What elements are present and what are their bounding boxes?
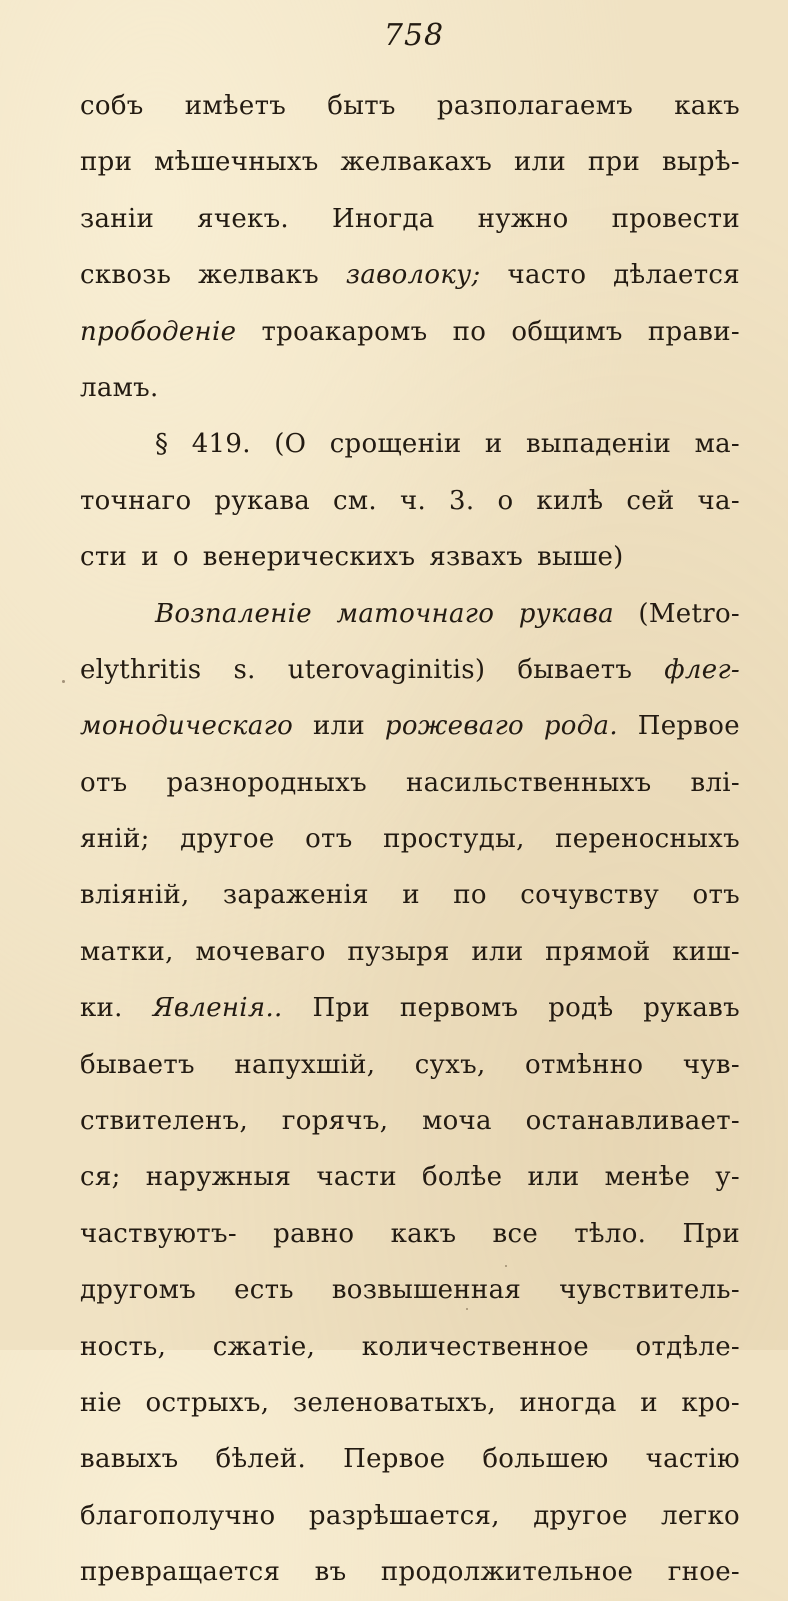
word: ки.	[80, 993, 123, 1024]
text-line	[80, 1375, 740, 1431]
text-line	[80, 811, 740, 867]
word: острыхъ,	[145, 1387, 270, 1418]
word: ча-	[697, 485, 740, 516]
text-line	[80, 1093, 740, 1149]
word: есть	[234, 1275, 294, 1306]
italic-word: маточнаго	[336, 598, 495, 629]
word: или	[513, 147, 567, 178]
italic-word: рода.	[543, 711, 618, 742]
word: при	[587, 147, 641, 178]
word: бываетъ	[517, 654, 633, 685]
text-line	[80, 473, 740, 529]
word: При	[682, 1218, 740, 1249]
word: провести	[611, 203, 740, 234]
word: мѣшечныхъ	[154, 147, 319, 178]
text-line	[80, 416, 740, 472]
italic-word: рукава	[518, 598, 614, 629]
word: другое	[533, 1500, 628, 1531]
word: наружныя	[145, 1162, 292, 1193]
word: килѣ	[536, 485, 604, 516]
text-line	[80, 1262, 740, 1318]
word: возвышенная	[331, 1275, 522, 1306]
word: чувствитель-	[559, 1275, 740, 1306]
word: точнаго	[80, 485, 192, 516]
word: разнородныхъ	[166, 767, 367, 798]
word: превращается	[80, 1557, 281, 1588]
word: Первое	[637, 711, 740, 742]
word: отмѣнно	[525, 1049, 644, 1080]
text-line	[80, 1037, 740, 1093]
word: кро-	[681, 1387, 740, 1418]
word: пузыря	[347, 936, 450, 967]
word: желвакъ	[198, 260, 319, 291]
word: разрѣшается,	[308, 1500, 500, 1531]
word: вырѣ-	[661, 147, 740, 178]
word: желвакахъ	[340, 147, 493, 178]
word: общимъ	[511, 316, 623, 347]
text-line	[80, 1149, 740, 1205]
word: троакаромъ	[261, 316, 428, 347]
word: зеленоватыхъ,	[292, 1387, 496, 1418]
italic-word: флег-	[664, 654, 740, 685]
italic-word: Явленія..	[152, 993, 283, 1024]
word: яній;	[80, 824, 150, 855]
word: или	[312, 711, 366, 742]
word: вліяній,	[80, 880, 190, 911]
text-line	[80, 360, 740, 416]
word: родѣ	[548, 993, 614, 1024]
word: сжатіе,	[212, 1331, 316, 1362]
italic-word: заволоку;	[345, 260, 481, 291]
word: другомъ	[80, 1275, 197, 1306]
word: венерическихъ	[202, 542, 416, 573]
word: отдѣле-	[635, 1331, 740, 1362]
word: прямой	[545, 936, 651, 967]
word: гное-	[667, 1557, 740, 1588]
word: разполагаемъ	[436, 91, 634, 121]
word: простуды,	[383, 824, 525, 855]
word: Первое	[343, 1444, 446, 1475]
text-line	[80, 586, 740, 642]
word: и	[484, 429, 503, 460]
word: прави-	[647, 316, 740, 347]
word: частвуютъ-	[80, 1218, 237, 1249]
word: выпаденіи	[525, 429, 672, 460]
word: ламъ.	[80, 372, 159, 403]
text-line	[80, 755, 740, 811]
word: сочувству	[520, 880, 660, 911]
text-line	[80, 980, 740, 1036]
body-text	[80, 78, 740, 1601]
text-line	[80, 1488, 740, 1544]
word: или	[527, 1162, 580, 1193]
word: продолжительное	[380, 1557, 634, 1588]
word: (О	[274, 429, 307, 460]
word: другое	[180, 824, 275, 855]
text-line	[80, 304, 740, 360]
word: по	[452, 316, 487, 347]
word: сей	[626, 485, 675, 516]
text-line	[80, 698, 740, 754]
text-line	[80, 1206, 740, 1262]
word: равно	[273, 1218, 355, 1249]
word: рукавъ	[643, 993, 740, 1024]
word: часто	[507, 260, 587, 291]
text-line	[80, 191, 740, 247]
word: первомъ	[399, 993, 519, 1024]
text-line	[80, 134, 740, 190]
word: ніе	[80, 1387, 122, 1418]
word: elythritis	[80, 654, 202, 685]
word: какъ	[390, 1218, 457, 1249]
word: s.	[233, 654, 256, 685]
word: ствителенъ,	[80, 1106, 249, 1137]
word: сквозь	[80, 260, 172, 291]
word: §	[155, 429, 169, 460]
word: ность,	[80, 1331, 167, 1362]
word: ма-	[694, 429, 740, 460]
word: большею	[482, 1444, 609, 1475]
text-line	[80, 642, 740, 698]
word: напухшій,	[234, 1049, 376, 1080]
word: 3.	[449, 485, 475, 516]
word: киш-	[672, 936, 740, 967]
word: бытъ	[327, 91, 396, 121]
word: 419.	[191, 429, 251, 460]
word: При	[312, 993, 370, 1024]
word: частію	[645, 1444, 740, 1475]
word: моча	[422, 1106, 492, 1137]
word: Иногда	[332, 203, 435, 234]
word: при	[80, 147, 133, 178]
word: или	[471, 936, 524, 967]
word: влі-	[690, 767, 740, 798]
italic-word: рожеваго	[384, 711, 524, 742]
word: горячъ,	[281, 1106, 389, 1137]
word: uterovaginitis)	[287, 654, 486, 685]
word: язвахъ	[429, 542, 524, 573]
word: срощеніи	[329, 429, 462, 460]
text-line	[80, 1544, 740, 1600]
text-line	[80, 924, 740, 980]
word: по	[453, 880, 487, 911]
word: сухъ,	[414, 1049, 486, 1080]
text-line	[80, 867, 740, 923]
word: и	[402, 880, 420, 911]
word: и	[141, 542, 159, 573]
word: дѣлается	[613, 260, 740, 291]
word: тѣло.	[574, 1218, 647, 1249]
word: чув-	[682, 1049, 740, 1080]
word: о	[172, 542, 189, 573]
word: ся;	[80, 1162, 121, 1193]
word: имѣетъ	[184, 91, 287, 121]
word: отъ	[80, 767, 128, 798]
word: у-	[715, 1162, 740, 1193]
text-line	[80, 1319, 740, 1375]
word: ч.	[399, 485, 427, 516]
word: и	[640, 1387, 658, 1418]
word: бѣлей.	[215, 1444, 307, 1475]
word: нужно	[477, 203, 569, 234]
text-line	[80, 529, 740, 585]
word: отъ	[692, 880, 740, 911]
word: легко	[661, 1500, 740, 1531]
word: насильственныхъ	[406, 767, 652, 798]
word: бываетъ	[80, 1049, 195, 1080]
word: болѣе	[421, 1162, 503, 1193]
paper-speck	[466, 1308, 468, 1310]
text-line	[80, 78, 740, 134]
word: о	[497, 485, 514, 516]
word: иногда	[519, 1387, 617, 1418]
word: останавливает-	[525, 1106, 740, 1137]
word: заніи	[80, 203, 155, 234]
word: отъ	[305, 824, 353, 855]
word: рукава	[214, 485, 311, 516]
word: см.	[333, 485, 377, 516]
word: благополучно	[80, 1500, 276, 1531]
italic-word: Возпаленіе	[155, 598, 312, 629]
page-number: 758	[383, 18, 445, 53]
word: ячекъ.	[197, 203, 289, 234]
word: мочеваго	[195, 936, 326, 967]
word: матки,	[80, 936, 174, 967]
paper-speck	[505, 1265, 507, 1267]
word: сти	[80, 542, 128, 573]
italic-word: монодическаго	[80, 711, 294, 742]
word: зараженія	[222, 880, 369, 911]
word: менѣе	[604, 1162, 691, 1193]
text-line	[80, 1431, 740, 1487]
word: все	[492, 1218, 539, 1249]
italic-word: прободеніе	[80, 316, 237, 347]
word: вавыхъ	[80, 1444, 179, 1475]
word: переносныхъ	[555, 824, 740, 855]
word: (Metro-	[638, 598, 740, 629]
text-line	[80, 247, 740, 303]
word: количественное	[361, 1331, 589, 1362]
word: выше)	[537, 542, 624, 573]
word: въ	[314, 1557, 347, 1588]
word: части	[316, 1162, 397, 1193]
word: собъ	[80, 91, 144, 121]
word: какъ	[674, 91, 740, 121]
paper-speck	[62, 680, 65, 683]
